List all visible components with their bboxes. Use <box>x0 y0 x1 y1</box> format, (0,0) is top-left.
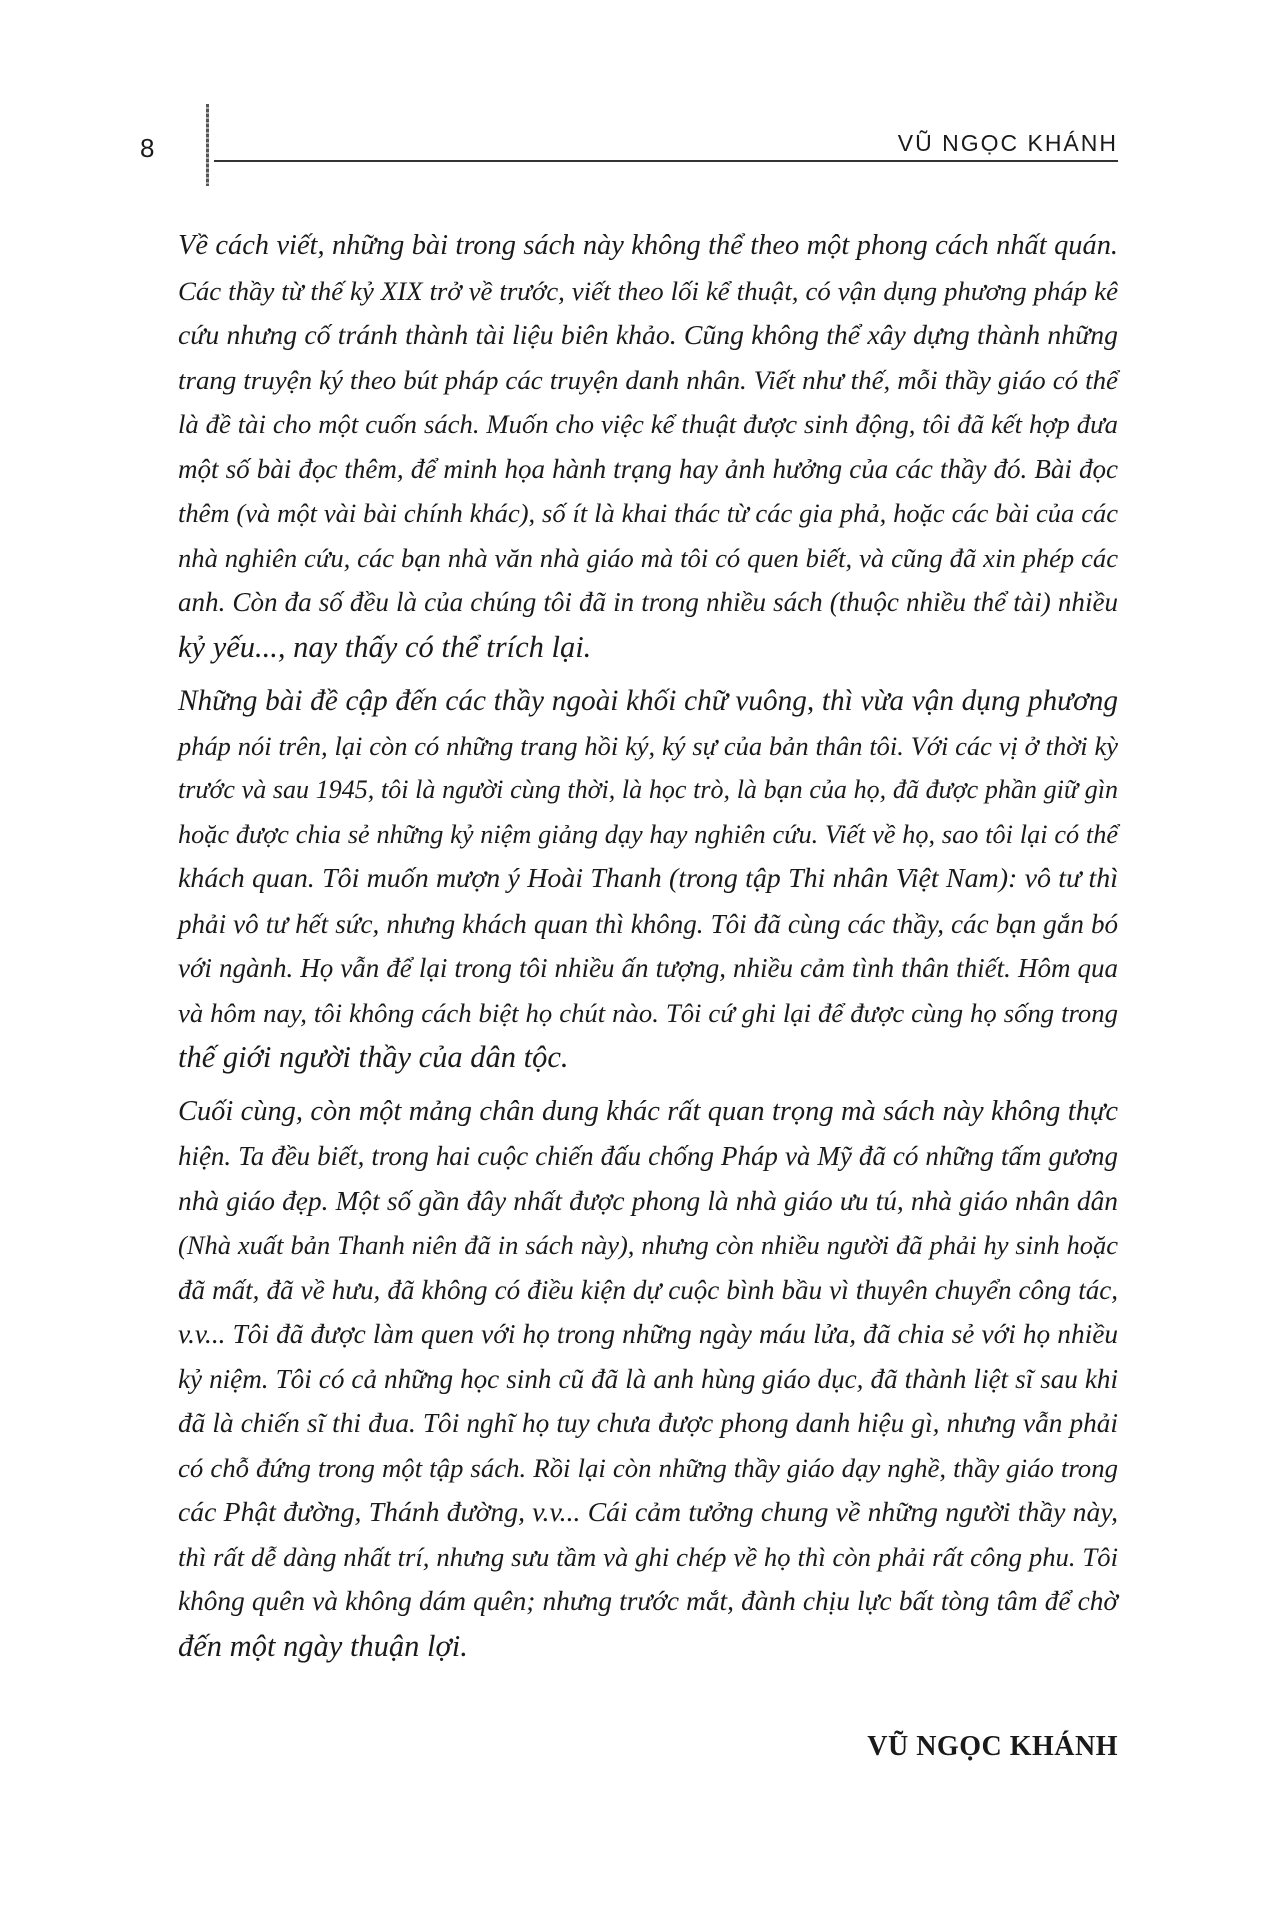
paragraph-line: thì rất dễ dàng nhất trí, nhưng sưu tầm và ghi chép về họ thì còn phải rất công phu. Tôi <box>178 1541 1118 1572</box>
running-head: VŨ NGỌC KHÁNH <box>897 130 1118 156</box>
paragraph-line: hoặc được chia sẻ những kỷ niệm giảng dạy hay nghiên cứu. Viết về họ, sao tôi lại có thể <box>178 819 1118 849</box>
paragraph-line: và hôm nay, tôi không cách biệt họ chút nào. Tôi cứ ghi lại để được cùng họ sống trong <box>178 997 1118 1028</box>
author-signature: VŨ NGỌC KHÁNH <box>867 1731 1118 1762</box>
paragraph-line: với ngành. Họ vẫn để lại trong tôi nhiều ấn tượng, nhiều cảm tình thân thiết. Hôm qua <box>178 953 1118 983</box>
paragraph-line: cứu nhưng cố tránh thành tài liệu biên khảo. Cũng không thể xây dựng thành những <box>178 319 1118 350</box>
paragraph-2 <box>178 679 1118 1080</box>
paragraph-line: nhà nghiên cứu, các bạn nhà văn nhà giáo mà tôi có quen biết, và cũng đã xin phép các <box>178 542 1118 573</box>
paragraph-line: kỷ yếu..., nay thấy có thể trích lại. <box>178 629 592 664</box>
paragraph-line: không quên và không dám quên; nhưng trước mắt, đành chịu lực bất tòng tâm để chờ <box>178 1586 1118 1616</box>
page-number: 8 <box>140 133 155 163</box>
paragraph-line: pháp nói trên, lại còn có những trang hồi ký, ký sự của bản thân tôi. Với các vị ở thời kỳ <box>178 730 1118 761</box>
paragraph-line: đã mất, đã về hưu, đã không có điều kiện dự cuộc bình bầu vì thuyên chuyển công tác, <box>178 1274 1118 1305</box>
paragraph-line: kỷ niệm. Tôi có cả những học sinh cũ đã là anh hùng giáo dục, đã thành liệt sĩ sau khi <box>178 1363 1118 1394</box>
paragraph-line: khách quan. Tôi muốn mượn ý Hoài Thanh (trong tập Thi nhân Việt Nam): vô tư thì <box>178 863 1118 894</box>
paragraph-line: trang truyện ký theo bút pháp các truyện danh nhân. Viết như thế, mỗi thầy giáo có thể <box>178 364 1118 395</box>
header-ornament-bar <box>206 104 209 186</box>
paragraph-line: trước và sau 1945, tôi là người cùng thời, là học trò, là bạn của họ, đã được phần giữ gìn <box>178 775 1118 804</box>
paragraph-line: Những bài đề cập đến các thầy ngoài khối chữ vuông, thì vừa vận dụng phương <box>178 685 1118 717</box>
paragraph-1 <box>178 224 1118 669</box>
header-ornament <box>204 104 212 186</box>
header-rule <box>214 160 1118 162</box>
paragraph-line: (Nhà xuất bản Thanh niên đã in sách này), nhưng còn nhiều người đã phải hy sinh hoặc <box>178 1230 1118 1260</box>
paragraph-line: phải vô tư hết sức, nhưng khách quan thì không. Tôi đã cùng các thầy, các bạn gắn bó <box>178 908 1118 939</box>
paragraph-line: anh. Còn đa số đều là của chúng tôi đã in trong nhiều sách (thuộc nhiều thể tài) nhiều <box>178 587 1118 617</box>
paragraph-line: v.v... Tôi đã được làm quen với họ trong những ngày máu lửa, đã chia sẻ với họ nhiều <box>178 1319 1118 1349</box>
paragraph-line: hiện. Ta đều biết, trong hai cuộc chiến đấu chống Pháp và Mỹ đã có những tấm gương <box>178 1141 1118 1171</box>
paragraph-line: Cuối cùng, còn một mảng chân dung khác rất quan trọng mà sách này không thực <box>178 1095 1118 1127</box>
paragraph-line: nhà giáo đẹp. Một số gần đây nhất được phong là nhà giáo ưu tú, nhà giáo nhân dân <box>178 1185 1118 1216</box>
paragraph-line: có chỗ đứng trong một tập sách. Rồi lại còn những thầy giáo dạy nghề, thầy giáo trong <box>178 1452 1118 1483</box>
paragraph-line: các Phật đường, Thánh đường, v.v... Cái cảm tưởng chung về những người thầy này, <box>178 1496 1118 1527</box>
paragraph-line: thế giới người thầy của dân tộc. <box>178 1040 569 1074</box>
paragraph-line: Về cách viết, những bài trong sách này không thể theo một phong cách nhất quán. <box>178 230 1118 261</box>
paragraph-line: đã là chiến sĩ thi đua. Tôi nghĩ họ tuy chưa được phong danh hiệu gì, nhưng vẫn phải <box>178 1408 1118 1438</box>
paragraph-line: đến một ngày thuận lợi. <box>178 1628 468 1663</box>
body-text <box>178 224 1118 1678</box>
paragraph-line: Các thầy từ thế kỷ XIX trở về trước, viết theo lối kể thuật, có vận dụng phương pháp kê <box>178 275 1118 306</box>
paragraph-3 <box>178 1090 1118 1669</box>
paragraph-line: một số bài đọc thêm, để minh họa hành trạng hay ảnh hưởng của các thầy đó. Bài đọc <box>178 453 1118 484</box>
paragraph-line: là đề tài cho một cuốn sách. Muốn cho việc kể thuật được sinh động, tôi đã kết hợp đưa <box>178 409 1118 439</box>
paragraph-line: thêm (và một vài bài chính khác), số ít là khai thác từ các gia phả, hoặc các bài của các <box>178 498 1118 528</box>
